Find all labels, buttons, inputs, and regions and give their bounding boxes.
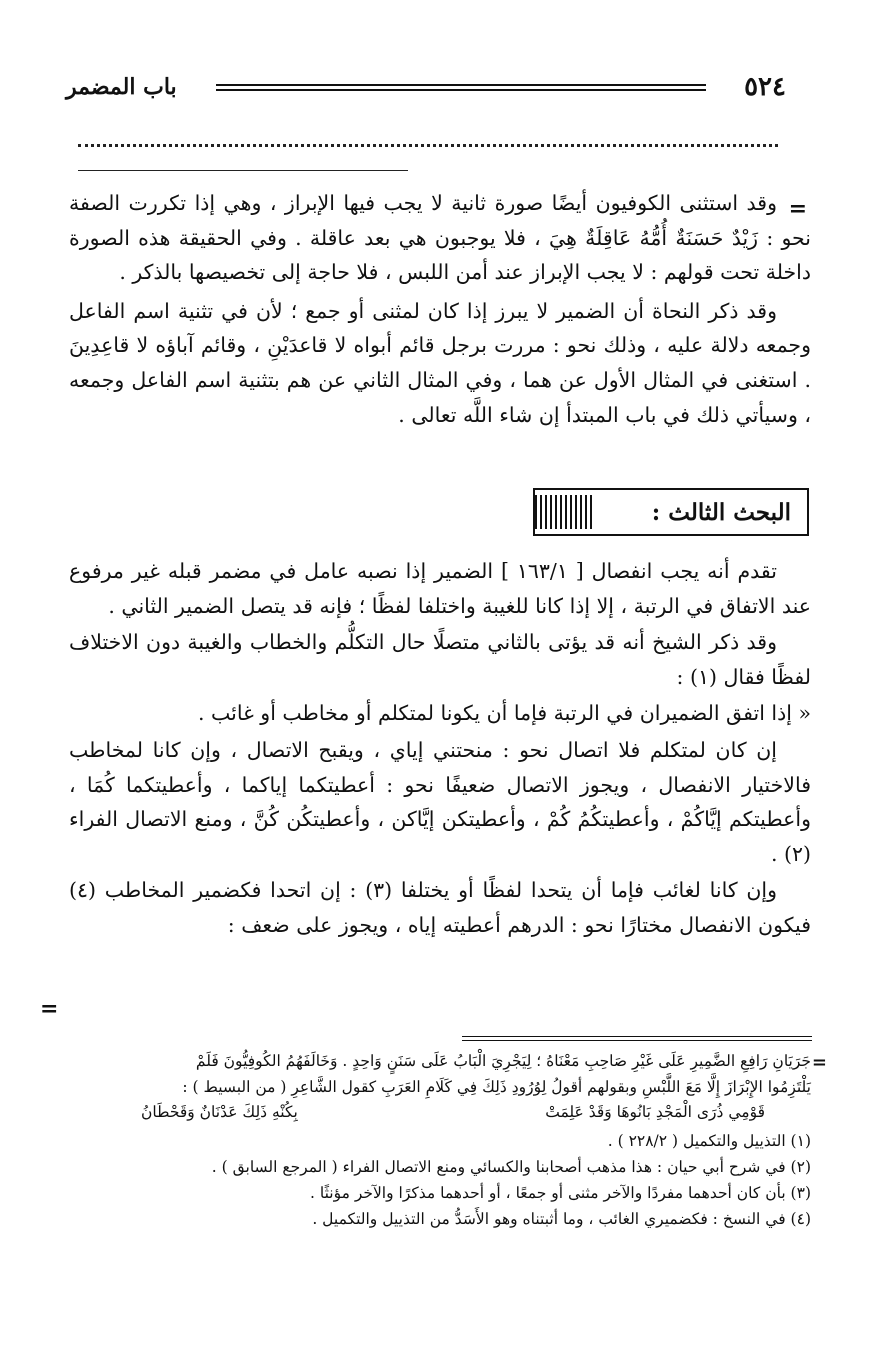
footnote-continuation: يَلْتَزِمُوا الإِبْرَازَ إِلَّا مَعَ اللَّبْسِ وبقولهم أقولُ لِوُرُودِ ذَلِكَ فِي كَلَامِ العَرَبِ كقول الشَّاعِرِ ( من البسيط ) :: [182, 1078, 811, 1096]
continuation-mark-footnote: =: [811, 1052, 827, 1073]
paragraph: وقد استثنى الكوفيون أيضًا صورة ثانية لا يجب فيها الإبراز ، وهي إذا تكررت الصفة نحو : زَيْدٌ حَسَنَةٌ أُمُّهُ عَاقِلَةٌ هِيَ ، فلا يوجبون هي بعد عاقلة . وفي الحقيقة هذه الصورة داخلة تحت قولهم : لا يجب الإبراز عند أمن اللبس ، فلا حاجة إلى تخصيصها بالذكر .: [69, 191, 811, 285]
footnotes: [81, 1048, 811, 1232]
paragraph: وإن كانا لغائب فإما أن يتحدا لفظًا أو يختلفا (٣) : إن اتحدا فكضمير المخاطب (٤) فيكون الانفصال مختارًا نحو : الدرهم أعطيته إياه ، ويجوز على ضعف :: [69, 878, 811, 937]
footnote-2: (٢) في شرح أبي حيان : هذا مذهب أصحابنا والكسائي ومنع الاتصال الفراء ( المرجع السابق ) .: [211, 1158, 811, 1176]
paragraph: تقدم أنه يجب انفصال [ ١٦٣/١ ] الضمير إذا نصبه عامل في مضمر قبله غير مرفوع عند الاتفاق في الرتبة ، إلا إذا كانا للغيبة واختلفا لفظًا ؛ فإنه قد يتصل الضمير الثاني .: [69, 559, 811, 618]
footnote-4: (٤) في النسخ : فكضميري الغائب ، وما أثبتناه وهو الأَسَدُّ من التذييل والتكميل .: [312, 1210, 811, 1228]
continuation-mark-bottom: =: [40, 996, 59, 1022]
main-text-upper: [69, 186, 811, 432]
continuation-mark-top: =: [788, 196, 807, 222]
paragraph: وقد ذكر الشيخ أنه قد يؤتى بالثاني متصلًا حال التكلُّم والخطاب والغيبة دون الاختلاف لفظًا فقال (١) :: [69, 630, 811, 689]
verse-first-hemistich: قَوْمِي ذُرَى الْمَجْدِ بَانُوهَا وَقَدْ عَلِمَتْ: [545, 1103, 765, 1121]
header-double-rule: [216, 84, 706, 91]
footnote-separator: [462, 1036, 812, 1041]
main-text-lower: [69, 554, 811, 943]
section-ornament: [535, 495, 595, 529]
section-title: البحث الثالث :: [651, 498, 791, 526]
section-heading-box: [533, 488, 809, 536]
footnote-1: (١) التذييل والتكميل ( ٢٢٨/٢ ) .: [607, 1132, 811, 1150]
paragraph: إن كان لمتكلم فلا اتصال نحو : منحتني إياي ، ويقبح الاتصال ، وإن كانا لمخاطب فالاختيار الانفصال ، ويجوز الاتصال ضعيفًا نحو : أعطيتكما إياكما ، وأعطيتكما كُمَا ، وأعطيتكم إيَّاكُمْ ، وأعطيتكُمُ كُمْ ، وأعطيتكن إيَّاكن ، وأعطيتكُن كُنَّ ، ومنع الاتصال الفراء (٢) .: [69, 737, 811, 866]
poetry-verse: [81, 1100, 811, 1124]
separator-rule: [78, 170, 408, 171]
paragraph: وقد ذكر النحاة أن الضمير لا يبرز إذا كان لمثنى أو جمع ؛ لأن في تثنية اسم الفاعل وجمعه دلالة عليه ، وذلك نحو : مررت برجل قائم أبواه لا قاعدَيْنِ ، وقائم آباؤه لا قاعِدِينَ . استغنى في المثال الأول عن هما ، وفي المثال الثاني عن هم بتثنية اسم الفاعل وجمعه ، وسيأتي ذلك في باب المبتدأ إن شاء اللَّه تعالى .: [69, 298, 811, 427]
page-header: [66, 70, 786, 110]
footnote-continuation: جَرَيَانِ رَافِعِ الضَّمِيرِ عَلَى غَيْرِ صَاحِبِ مَعْنَاهُ ؛ لِيَجْرِيَ الْبَابُ عَلَى سَنَنٍ وَاحِدٍ . وَخَالَفَهُمُ الكُوفِيُّونَ فَلَمْ: [195, 1052, 811, 1070]
chapter-title: باب المضمر: [66, 74, 177, 100]
footnote-3: (٣) بأن كان أحدهما مفردًا والآخر مثنى أو جمعًا ، أو أحدهما مذكرًا والآخر مؤنثًا .: [310, 1184, 811, 1202]
verse-second-hemistich: بِكُنْهِ ذَلِكَ عَدْنَانٌ وَقَحْطَانُ: [141, 1103, 298, 1121]
quote-paragraph: « إذا اتفق الضميران في الرتبة فإما أن يكونا لمتكلم أو مخاطب أو غائب .: [197, 701, 811, 726]
dotted-separator: [78, 144, 778, 147]
page-number: ٥٢٤: [744, 72, 786, 102]
